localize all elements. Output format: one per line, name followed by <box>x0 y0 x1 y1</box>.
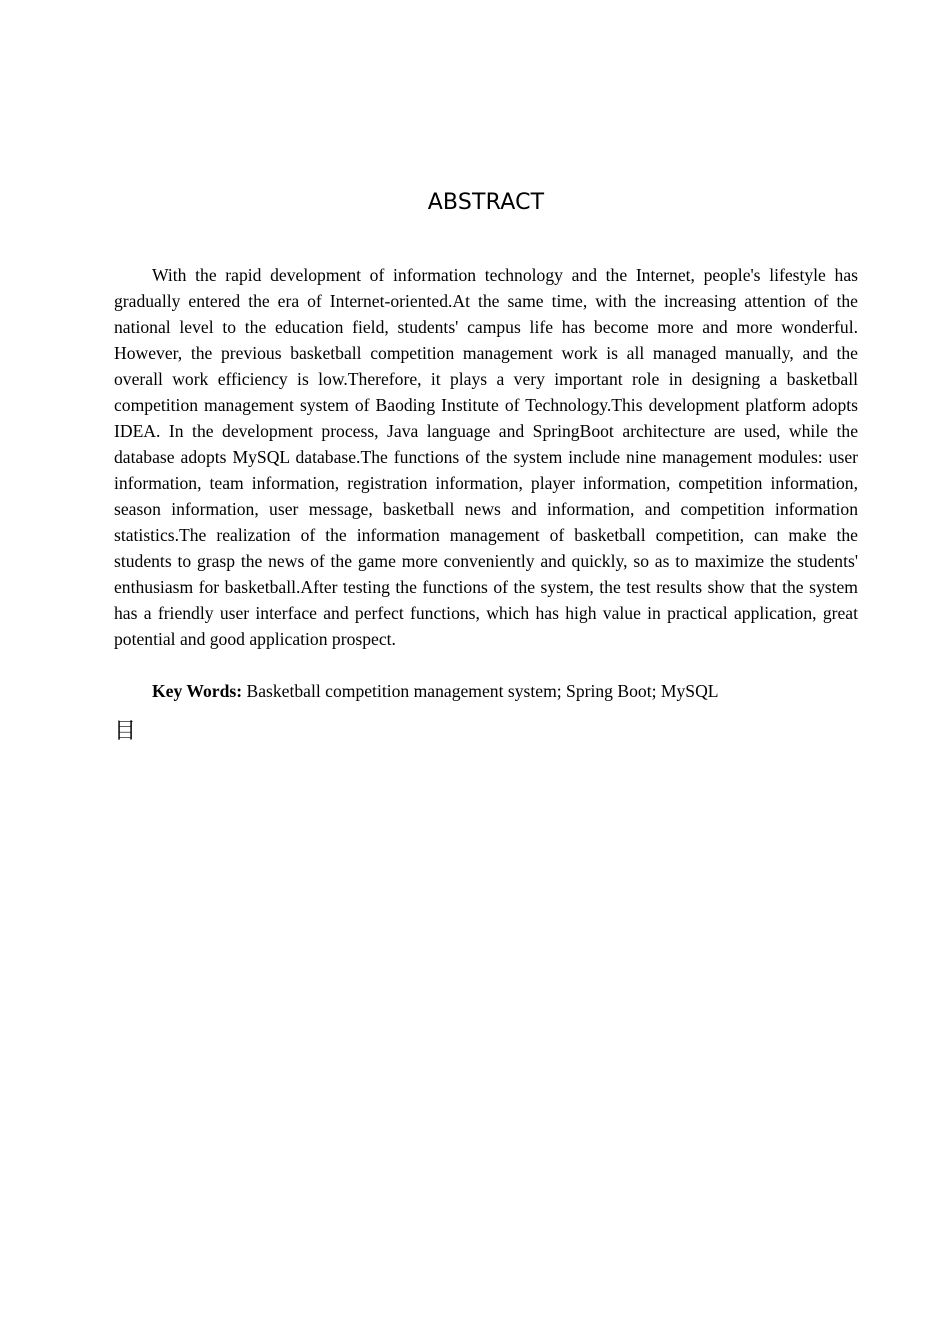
toc-heading-fragment: 目 <box>114 719 137 744</box>
keywords-line <box>114 678 858 704</box>
abstract-body: With the rapid development of information technology and the Internet, people's lifestyle has gradually entered the era of Internet-oriented.At the same time, with the increasing attention of the national level to the education field, students' campus life has become more and more wonderful. However, the previous basketball competition management work is all managed manually, and the overall work efficiency is low.Therefore, it plays a very important role in designing a basketball competition management system of Baoding Institute of Technology.This development platform adopts IDEA. In the development process, Java language and SpringBoot architecture are used, while the database adopts MySQL database.The functions of the system include nine management modules: user information, team information, registration information, player information, competition information, season information, user message, basketball news and information, and competition information statistics.The realization of the information management of basketball competition, can make the students to grasp the news of the game more conveniently and quickly, so as to maximize the students' enthusiasm for basketball.After testing the functions of the system, the test results show that the system has a friendly user interface and perfect functions, which has high value in practical application, great potential and good application prospect. <box>114 265 858 649</box>
keywords-text: Basketball competition management system; Spring Boot; MySQL <box>242 681 719 701</box>
keywords-label: Key Words: <box>152 681 243 701</box>
abstract-title: ABSTRACT <box>427 190 545 215</box>
